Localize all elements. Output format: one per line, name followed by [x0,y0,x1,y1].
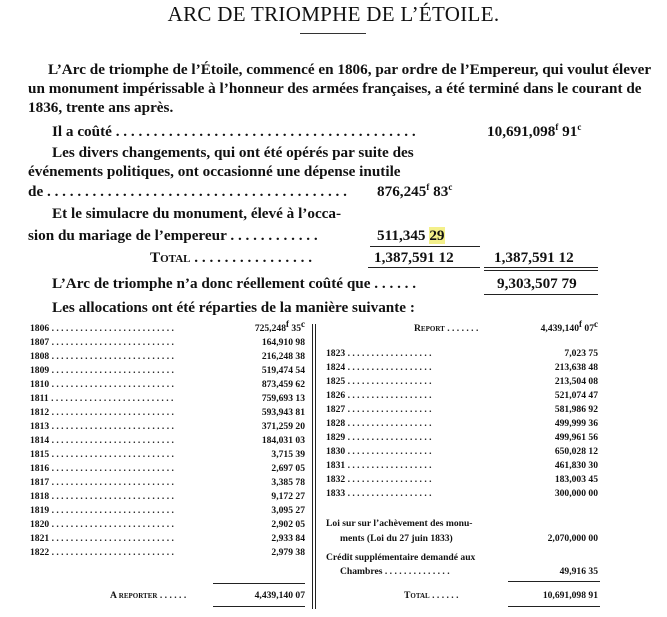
year-cell: 1832 . . . . . . . . . . . . . . . . . . [326,474,432,485]
dot-leader: . . . . . . . . . . . . . . . . . . . . . . . . . . [49,477,174,488]
title-rule [300,33,366,34]
table-row [30,533,305,547]
allocation-heading: Les allocations ont été réparties de la manière suivante : [52,299,415,316]
dot-leader: . . . . . . . . . . . . . . . . . . . . . . . . . . [49,407,174,418]
dot-leader: . . . . . . . . . . . . . . . . . . . . . . . . . . [49,519,174,530]
amount-cell: 183,003 45 [495,474,598,485]
changes-line-1: Les divers changements, qui ont été opérés par suite des [52,144,414,161]
real-cost-value: 9,303,507 79 [497,275,577,292]
dot-leader: . . . . . . . . . . . . . . . . . . . . . . . . . . [49,449,174,460]
dot-leader: . . . . . . . . . . . . . . . . . . . . . . . . . . [49,491,174,502]
report-label: Report . . . . . . . [414,323,479,334]
year-cell: 1825 . . . . . . . . . . . . . . . . . . [326,376,432,387]
report-amount: 4,439,140$^f$ 07$^c$ [540,318,598,334]
total-value-2: 1,387,591 12 [494,249,574,266]
credit-line-2: Chambres . . . . . . . . . . . . . . [340,566,450,577]
amount-cell: 300,000 00 [495,488,598,499]
year-cell: 1815 . . . . . . . . . . . . . . . . . . . . . . . . . . [30,449,174,460]
year-cell: 1829 . . . . . . . . . . . . . . . . . . [326,432,432,443]
table-row [30,505,305,519]
table-row [30,435,305,449]
highlighted-cents: 29 [429,227,445,244]
amount-cell: 725,248$^f$ 35$^c$ [202,323,305,334]
loi-amount: 2,070,000 00 [547,533,598,544]
year-cell: 1820 . . . . . . . . . . . . . . . . . . . . . . . . . . [30,519,174,530]
dot-leader: . . . . . . . . . . . . . . . . . . [345,418,432,429]
year-cell: 1823 . . . . . . . . . . . . . . . . . . [326,348,432,359]
right-total-underline [508,606,600,607]
left-total-label: A reporter . . . . . . [110,590,187,601]
left-allocation-table [30,318,305,613]
right-total-rule [508,581,600,582]
year-cell: 1821 . . . . . . . . . . . . . . . . . . . . . . . . . . [30,533,174,544]
amount-cell: 519,474 54 [202,365,305,376]
year-cell: 1813 . . . . . . . . . . . . . . . . . . . . . . . . . . [30,421,174,432]
dot-leader: . . . . . . . . . . . . . . . . . . [345,488,432,499]
table-row [30,365,305,379]
table-row [326,390,598,404]
amount-cell: 2,979 38 [202,547,305,558]
page-title: ARC DE TRIOMPHE DE L’ÉTOILE. [167,2,500,26]
dot-leader: . . . . . . . . . . . . . . . . . . [345,404,432,415]
amount-cell: 499,961 56 [495,432,598,443]
amount-cell: 184,031 03 [202,435,305,446]
changes-line-3: de . . . . . . . . . . . . . . . . . . . . . . . . . . . . . . . . . . . . . . . . [28,183,347,200]
dot-leader: . . . . . . . . . . . . . . . . . . . . . . . . . . [49,323,174,334]
amount-cell: 581,986 92 [495,404,598,415]
year-cell: 1830 . . . . . . . . . . . . . . . . . . [326,446,432,457]
year-cell: 1817 . . . . . . . . . . . . . . . . . . . . . . . . . . [30,477,174,488]
dot-leader: . . . . . . . . . . . . . . . . . . . . . . . . . . [49,351,174,362]
year-cell: 1833 . . . . . . . . . . . . . . . . . . [326,488,432,499]
year-cell: 1806 . . . . . . . . . . . . . . . . . . . . . . . . . . [30,323,174,334]
table-row [30,379,305,393]
table-row [326,404,598,418]
amount-cell: 3,715 39 [202,449,305,460]
table-row [326,348,598,362]
left-total-underline [213,606,305,607]
amount-cell: 3,385 78 [202,477,305,488]
table-row [30,449,305,463]
amount-cell: 2,902 05 [202,519,305,530]
simulacre-value: 511,345 29 [377,227,445,244]
changes-line-2: événements politiques, ont occasionné une dépense inutile [28,163,401,180]
simulacre-line-2: sion du mariage de l’empereur . . . . . . . . . . . . [28,227,318,244]
dot-leader: . . . . . . . . . . . . . . . . . . . . . . . . . . [49,533,174,544]
amount-cell: 593,943 81 [202,407,305,418]
amount-cell: 9,172 27 [202,491,305,502]
column-separator-double [315,324,316,609]
real-cost-rule [484,294,598,295]
table-row [30,351,305,365]
year-cell: 1819 . . . . . . . . . . . . . . . . . . . . . . . . . . [30,505,174,516]
year-cell: 1826 . . . . . . . . . . . . . . . . . . [326,390,432,401]
amount-cell: 3,095 27 [202,505,305,516]
table-row [326,418,598,432]
table-row [30,421,305,435]
dot-leader: . . . . . . . . . . . . . . . . . . . . . . . . . . [49,421,174,432]
table-row [30,491,305,505]
year-cell: 1811 . . . . . . . . . . . . . . . . . . . . . . . . . . [30,393,174,404]
year-cell: 1807 . . . . . . . . . . . . . . . . . . . . . . . . . . [30,337,174,348]
year-cell: 1812 . . . . . . . . . . . . . . . . . . . . . . . . . . [30,407,174,418]
dot-leader: . . . . . . . . . . . . . . . . . . [345,362,432,373]
dot-leader: . . . . . . . . . . . . . . . . . . [345,446,432,457]
amount-cell: 650,028 12 [495,446,598,457]
column-separator [312,324,313,609]
loi-line-1: Loi sur sur l’achèvement des monu- [326,518,473,529]
amount-cell: 216,248 38 [202,351,305,362]
dot-leader: . . . . . . . . . . . . . . . . . . . . . . . . . . [49,547,174,558]
table-row [30,318,305,337]
year-cell: 1822 . . . . . . . . . . . . . . . . . . . . . . . . . . [30,547,174,558]
changes-value: 876,245$^f$ 83$^c$ [377,181,453,200]
year-cell: 1831 . . . . . . . . . . . . . . . . . . [326,460,432,471]
table-row [30,463,305,477]
dot-leader: . . . . . . . . . . . . . . . . . . [345,390,432,401]
table-row [326,376,598,390]
dot-leader: . . . . . . . . . . . . [226,227,318,244]
table-row [326,474,598,488]
table-row [326,432,598,446]
table-row [30,407,305,421]
real-cost-label: L’Arc de triomphe n’a donc réellement coûté que . . . . . . [52,275,417,292]
year-cell: 1824 . . . . . . . . . . . . . . . . . . [326,362,432,373]
amount-cell: 371,259 20 [202,421,305,432]
simulacre-line-1: Et le simulacre du monument, élevé à l’occa- [52,205,342,222]
amount-cell: 7,023 75 [495,348,598,359]
left-total-amount: 4,439,140 07 [254,590,305,601]
year-cell: 1827 . . . . . . . . . . . . . . . . . . [326,404,432,415]
table-row [326,362,598,376]
year-cell: 1828 . . . . . . . . . . . . . . . . . . [326,418,432,429]
year-cell: 1818 . . . . . . . . . . . . . . . . . . . . . . . . . . [30,491,174,502]
dot-leader: . . . . . . . . . . . . . . . . . . . . . . . . . . . . . . . . . . . . . . . . [43,183,347,200]
dot-leader: . . . . . . . . . . . . . . . . [190,249,312,266]
table-row [30,547,305,561]
table-row [326,460,598,474]
year-cell: 1814 . . . . . . . . . . . . . . . . . . . . . . . . . . [30,435,174,446]
dot-leader: . . . . . . . . . . . . . . . . . . [345,432,432,443]
credit-line-1: Crédit supplémentaire demandé aux [326,552,476,563]
dot-leader: . . . . . . . . . . . . . . . . . . . . . . . . . . [49,337,174,348]
amount-cell: 2,697 05 [202,463,305,474]
total-rule-left [368,267,480,268]
total-rule-right-double [484,270,598,271]
amount-cell: 873,459 62 [202,379,305,390]
dot-leader: . . . . . . . . . . . . . . . . . . . . . . . . . . [49,379,174,390]
dot-leader: . . . . . . . . . . . . . . . . . . . . . . . . . . [49,463,174,474]
loi-line-2: ments (Loi du 27 juin 1833) [340,533,453,544]
amount-cell: 2,933 84 [202,533,305,544]
right-total-amount: 10,691,098 91 [542,590,598,601]
table-row [30,337,305,351]
total-rule-right [484,267,598,268]
dot-leader: . . . . . . . . . . . . . . . . . . [345,460,432,471]
credit-amount: 49,916 35 [559,566,598,577]
dot-leader: . . . . . . . . . . . . . . . . . . . . . . . . . . [49,365,174,376]
table-row [30,477,305,491]
year-cell: 1810 . . . . . . . . . . . . . . . . . . . . . . . . . . [30,379,174,390]
dot-leader: . . . . . . . . . . . . . . . . . . . . . . . . . . [49,505,174,516]
dot-leader: . . . . . . . . . . . . . . . . . . [345,474,432,485]
total-value-1: 1,387,591 12 [374,249,454,266]
dot-leader: . . . . . . . . . . . . . . . . . . . . . . . . . . [49,435,174,446]
table-row [326,446,598,460]
amount-cell: 499,999 36 [495,418,598,429]
table-row [30,519,305,533]
cost-value: 10,691,098$^f$ 91$^c$ [487,121,582,140]
amount-cell: 461,830 30 [495,460,598,471]
dot-leader: . . . . . . [370,275,417,292]
amount-cell: 213,504 08 [495,376,598,387]
amount-cell: 521,074 47 [495,390,598,401]
intro-paragraph: L’Arc de triomphe de l’Étoile, commencé en 1806, par ordre de l’Empereur, qui voulut élever un monument impérissable à l’honneur des armées françaises, a été terminé dans le courant de 1836, trente ans après. [28,61,651,116]
year-cell: 1809 . . . . . . . . . . . . . . . . . . . . . . . . . . [30,365,174,376]
right-total-label: Total . . . . . . [404,590,459,601]
amount-cell: 213,638 48 [495,362,598,373]
cost-label: Il a coûté . . . . . . . . . . . . . . . . . . . . . . . . . . . . . . . . . . . . . . . . [52,123,416,140]
table-row [30,393,305,407]
sum-rule [370,246,480,247]
total-label: Total . . . . . . . . . . . . . . . . [150,249,312,266]
report-row [326,318,598,337]
dot-leader: . . . . . . . . . . . . . . . . . . [345,348,432,359]
table-row [326,488,598,502]
dot-leader: . . . . . . . . . . . . . . . . . . . . . . . . . . . . . . . . . . . . . . . . [111,123,416,140]
year-cell: 1816 . . . . . . . . . . . . . . . . . . . . . . . . . . [30,463,174,474]
year-cell: 1808 . . . . . . . . . . . . . . . . . . . . . . . . . . [30,351,174,362]
dot-leader: . . . . . . . . . . . . . . . . . . [345,376,432,387]
amount-cell: 164,910 98 [202,337,305,348]
amount-cell: 759,693 13 [202,393,305,404]
dot-leader: . . . . . . . . . . . . . . . . . . . . . . . . . . [48,393,174,404]
left-total-rule [213,583,305,584]
